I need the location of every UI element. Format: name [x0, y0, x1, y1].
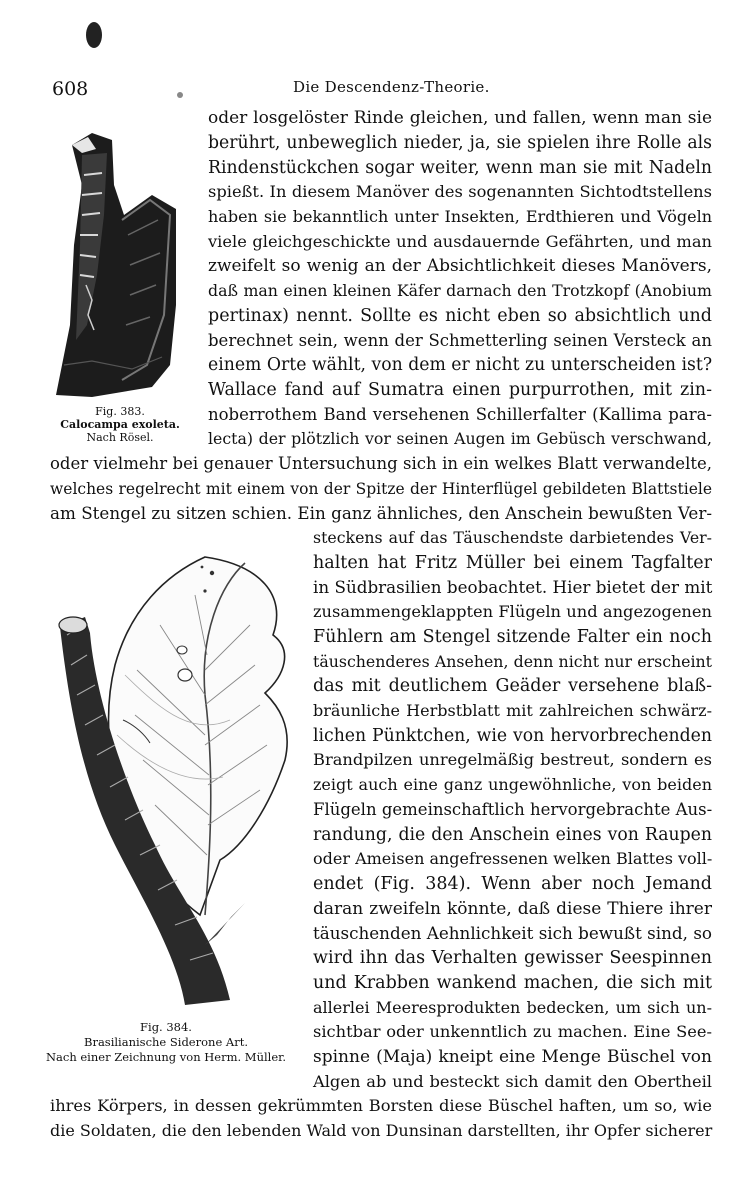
text-line: allerlei Meeresprodukten bedecken, um sich un- — [313, 998, 712, 1017]
text-line: bräunliche Herbstblatt mit zahlreichen schwärz- — [313, 701, 712, 720]
figure-384-label: Fig. 384. — [140, 1020, 192, 1034]
text-line: das mit deutlichem Geäder versehene blaß- — [313, 676, 712, 696]
text-line: einem Orte wählt, von dem er nicht zu unterscheiden ist? — [208, 355, 713, 375]
text-line: Brandpilzen unregelmäßig bestreut, sondern es — [313, 750, 712, 769]
text-line: sichtbar oder unkenntlich zu machen. Eine See- — [313, 1022, 712, 1041]
text-line: täuschenderes Ansehen, denn nicht nur erscheint — [313, 652, 712, 671]
figure-384-caption — [35, 1020, 297, 1065]
text-line: zweifelt so wenig an der Absichtlichkeit dieses Manövers, — [208, 256, 712, 276]
text-line: in Südbrasilien beobachtet. Hier bietet der mit — [313, 577, 713, 597]
text-line: Flügeln gemeinschaftlich hervorgebrachte Aus- — [313, 800, 713, 819]
text-line: oder vielmehr bei genauer Untersuchung sich in ein welkes Blatt verwandelte, — [50, 454, 712, 473]
text-line: zeigt auch eine ganz ungewöhnliche, von beiden — [313, 775, 712, 794]
text-line: zusammengeklappten Flügeln und angezogenen — [313, 602, 712, 621]
text-line: daß man einen kleinen Käfer darnach den Trotzkopf (Anobium — [208, 281, 712, 300]
text-line: oder Ameisen angefressenen welken Blattes voll- — [313, 849, 713, 868]
text-line: lichen Pünktchen, wie von hervorbrechenden — [313, 726, 712, 746]
text-line: haben sie bekanntlich unter Insekten, Erdthieren und Vögeln — [208, 207, 712, 226]
figure-384-species: Brasilianische Siderone Art. — [84, 1035, 248, 1049]
running-title: Die Descendenz-Theorie. — [293, 78, 490, 96]
figure-383-species: Calocampa exoleta. — [60, 418, 180, 431]
page-number: 608 — [52, 78, 89, 100]
text-line: oder losgelöster Rinde gleichen, und fallen, wenn man sie — [208, 108, 712, 128]
text-line: welches regelrecht mit einem von der Spitze der Hinterflügel gebildeten Blattstiele — [50, 480, 712, 498]
figure-383-credit: Nach Rösel. — [86, 431, 154, 444]
figure-384-credit: Nach einer Zeichnung von Herm. Müller. — [45, 1050, 287, 1064]
text-line: am Stengel zu sitzen schien. Ein ganz ähnliches, den Anschein bewußten Ver- — [50, 503, 712, 523]
figure-383-caption — [60, 405, 180, 444]
ink-spot — [86, 22, 102, 48]
text-line: berechnet sein, wenn der Schmetterling seinen Versteck an — [208, 331, 712, 350]
text-line: berührt, unbeweglich nieder, ja, sie spielen ihre Rolle als — [208, 133, 712, 153]
text-line: spinne (Maja) kneipt eine Menge Büschel von — [313, 1047, 712, 1067]
text-line: spießt. In diesem Manöver des sogenannten Sichtodtstellens — [208, 182, 712, 201]
text-line: und Krabben wankend machen, die sich mit — [313, 973, 712, 993]
text-line: randung, die den Anschein eines von Raupen — [313, 825, 712, 845]
text-line: Fühlern am Stengel sitzende Falter ein noch — [313, 627, 712, 647]
text-line: halten hat Fritz Müller bei einem Tagfalter — [313, 553, 712, 573]
text-line: ihres Körpers, in dessen gekrümmten Borsten diese Büschel haften, um so, wie — [50, 1096, 712, 1115]
text-line: lecta) der plötzlich vor seinen Augen im Gebüsch verschwand, — [208, 429, 712, 448]
text-line: täuschenden Aehnlichkeit sich bewußt sind, so — [313, 923, 712, 943]
ink-spot — [177, 92, 183, 98]
text-line: die Soldaten, die den lebenden Wald von Dunsinan darstellten, ihr Opfer sicherer — [50, 1121, 713, 1140]
text-line: steckens auf das Täuschendste darbietendes Ver- — [313, 528, 712, 547]
text-line: daran zweifeln könnte, daß diese Thiere ihrer — [313, 899, 712, 919]
text-line: pertinax) nennt. Sollte es nicht eben so absichtlich und — [208, 306, 712, 326]
text-line: viele gleichgeschickte und ausdauernde Gefährten, und man — [208, 232, 712, 251]
figure-383-label: Fig. 383. — [95, 405, 145, 418]
text-line: wird ihn das Verhalten gewisser Seespinnen — [313, 948, 712, 968]
figure-384-illustration — [55, 555, 295, 1010]
text-line: Wallace fand auf Sumatra einen purpurrothen, mit zin- — [208, 380, 712, 400]
text-line: Algen ab und besteckt sich damit den Obertheil — [313, 1072, 712, 1091]
text-line: endet (Fig. 384). Wenn aber noch Jemand — [313, 874, 712, 894]
text-line: Rindenstückchen sogar weiter, wenn man sie mit Nadeln — [208, 158, 712, 178]
figure-383-illustration — [52, 125, 178, 400]
text-line: noberrothem Band versehenen Schillerfalter (Kallima para- — [208, 405, 712, 424]
